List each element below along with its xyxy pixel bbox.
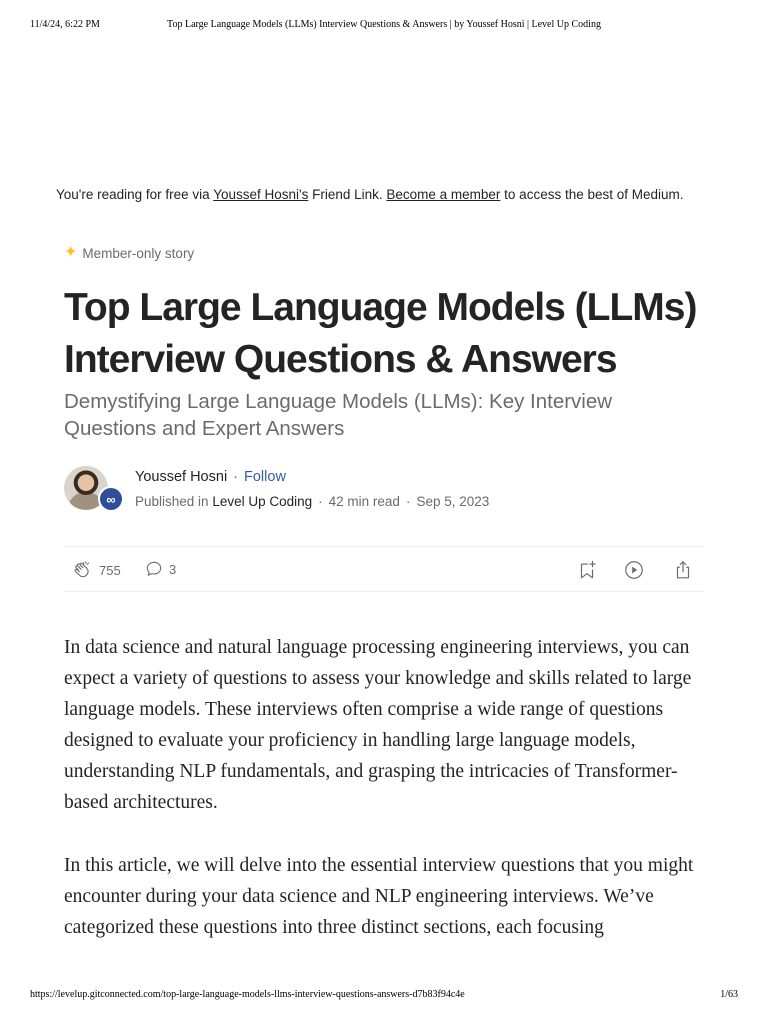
publication-line xyxy=(135,494,489,509)
play-icon xyxy=(623,559,645,581)
star-icon: ✦ xyxy=(64,244,78,261)
clap-icon xyxy=(72,559,94,581)
comment-icon xyxy=(144,559,164,579)
clap-button[interactable] xyxy=(72,559,121,581)
print-header xyxy=(30,19,738,33)
article-subtitle: Demystifying Large Language Models (LLMs): Key Interview Questions and Expert Answers xyxy=(64,390,613,440)
print-url: https://levelup.gitconnected.com/top-large-language-models-llms-interview-questions-answers-d7b83f94c4e xyxy=(30,989,465,1000)
response-count: 3 xyxy=(169,561,177,577)
article-title: Top Large Language Models (LLMs) Interview Questions & Answers xyxy=(64,286,697,381)
print-footer xyxy=(30,989,738,1003)
member-only-label xyxy=(64,245,704,261)
publish-date: Sep 5, 2023 xyxy=(416,494,490,509)
responses-button[interactable] xyxy=(144,559,176,579)
body-paragraph: In data science and natural language processing engineering interviews, you can expect a variety of questions to assess your knowledge and skills related to large language models. These interviews often comprise a wide range of questions designed to evaluate your proficiency in handling large language models, understanding NLP fundamentals, and grasping the intricacies of Transformer-based architectures. xyxy=(64,637,692,813)
separator-dot: · xyxy=(318,494,323,509)
publication-logo-icon[interactable]: ∞ xyxy=(98,486,124,512)
author-friend-link[interactable]: Youssef Hosni's xyxy=(213,187,309,202)
print-page-title: Top Large Language Models (LLMs) Interview Questions & Answers | by Youssef Hosni | Level Up Coding xyxy=(167,19,601,30)
friend-link-banner xyxy=(56,187,684,202)
become-member-link[interactable]: Become a member xyxy=(386,187,501,202)
print-date: 11/4/24, 6:22 PM xyxy=(30,19,100,30)
banner-prefix: You're reading for free via xyxy=(56,187,214,202)
body-paragraph: In this article, we will delve into the essential interview questions that you might encounter during your data science and NLP engineering interviews. We’ve categorized these questions into three distinct sections, each focusing xyxy=(64,855,694,938)
listen-button[interactable] xyxy=(623,559,645,581)
separator-dot: · xyxy=(233,469,239,485)
author-block xyxy=(64,464,704,512)
bookmark-icon xyxy=(576,559,598,581)
banner-suffix: to access the best of Medium. xyxy=(500,187,684,202)
separator-dot: · xyxy=(405,494,411,509)
share-icon xyxy=(672,559,694,581)
published-in-label: Published in xyxy=(135,494,213,509)
read-time: 42 min read xyxy=(328,494,400,509)
article-action-bar xyxy=(64,546,704,592)
publication-name[interactable]: Level Up Coding xyxy=(212,494,313,509)
banner-middle: Friend Link. xyxy=(308,187,387,202)
clap-count: 755 xyxy=(99,562,121,578)
share-button[interactable] xyxy=(672,559,694,581)
member-only-text: Member-only story xyxy=(82,245,195,261)
author-line xyxy=(135,469,286,485)
follow-button[interactable]: Follow xyxy=(244,469,286,485)
author-name[interactable]: Youssef Hosni xyxy=(135,469,228,485)
print-page-number: 1/63 xyxy=(720,989,738,1000)
bookmark-button[interactable] xyxy=(576,559,598,581)
